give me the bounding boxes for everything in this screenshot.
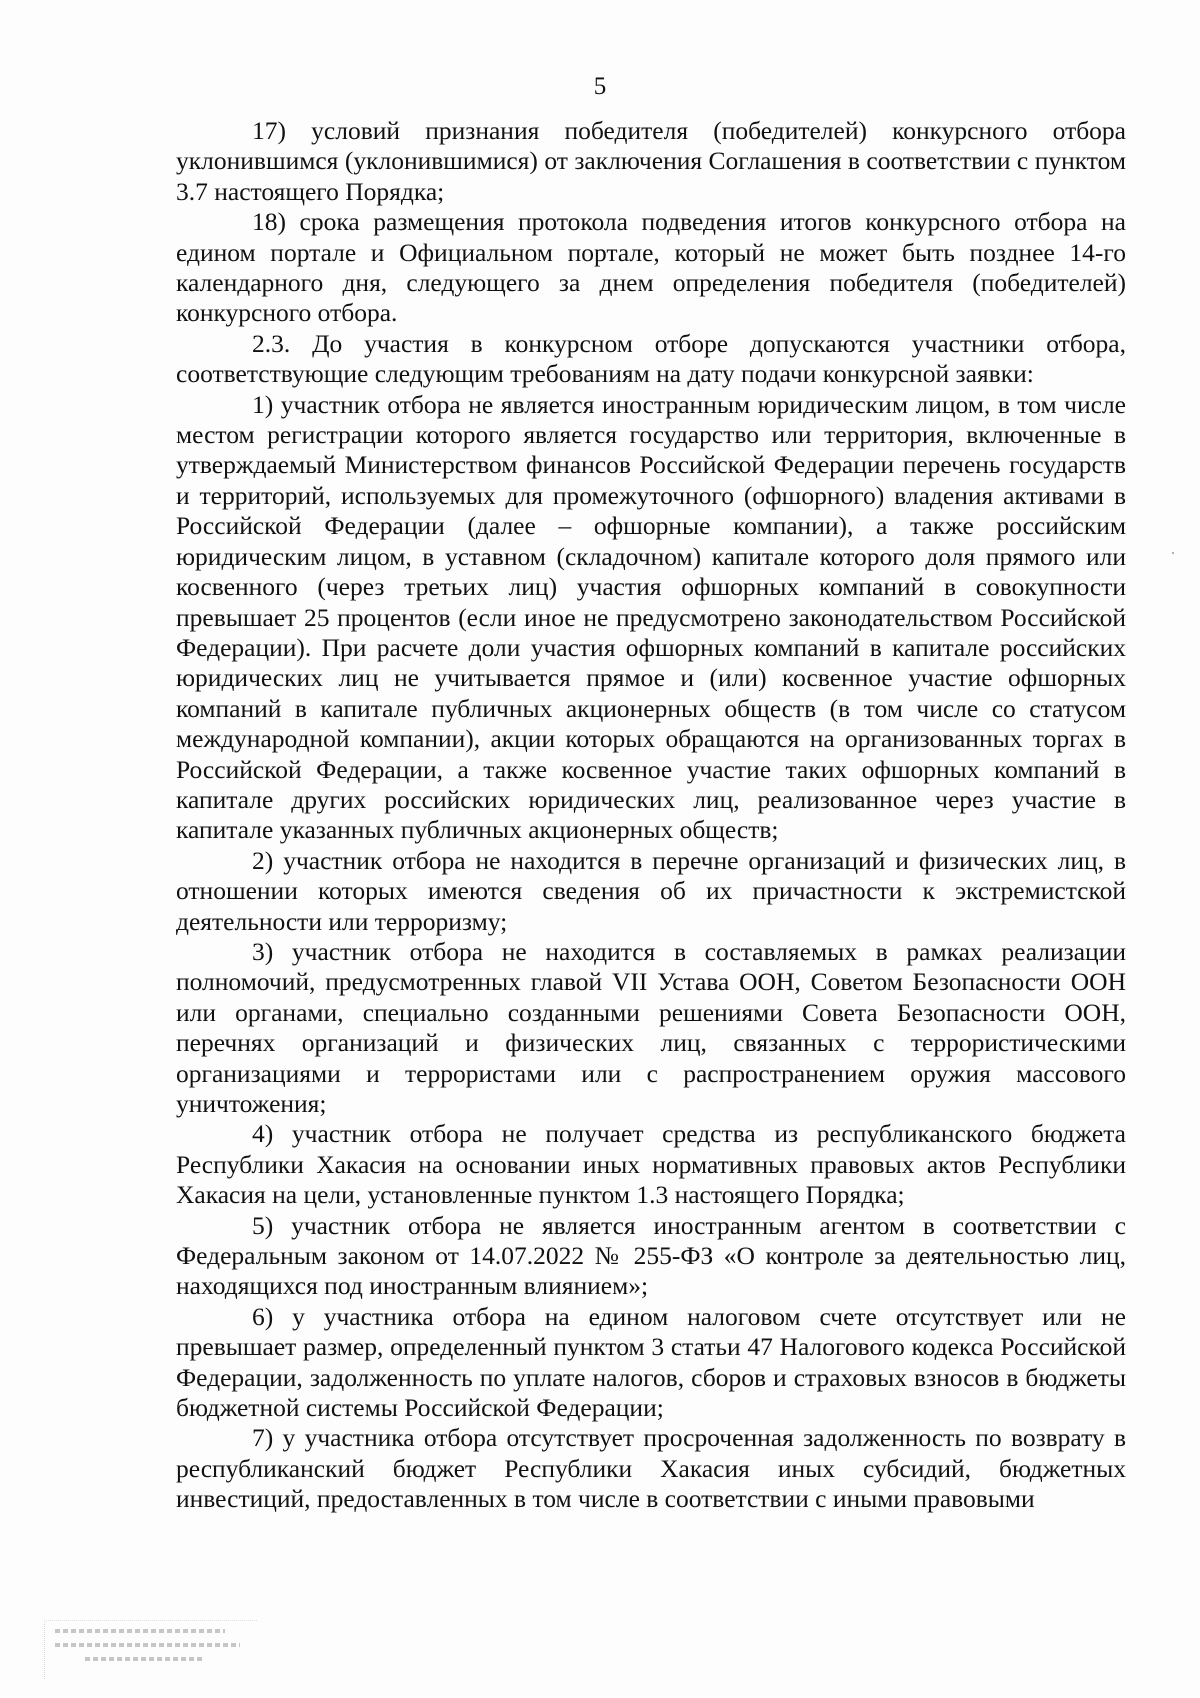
requirement-7: 7) у участника отбора отсутствует просроченная задолженность по возврату в республиканский бюджет Республики Хакасия иных субсидий, бюджетных инвестиций, предоставленных в том числе в соответствии с иными правовыми — [176, 1423, 1126, 1514]
paragraph-item-17: 17) условий признания победителя (победителей) конкурсного отбора уклонившимся (уклонившимися) от заключения Соглашения в соответствии с пунктом 3.7 настоящего Порядка; — [176, 116, 1126, 206]
requirement-1: 1) участник отбора не является иностранным юридическим лицом, в том числе местом регистрации которого является государство или территория, включенные в утверждаемый Министерством финансов Российской Федерации перечень государств и территорий, используемых для промежуточного (офшорного) владения активами в Российской Федерации (далее – офшорные компании), а также российским юридическим лицом, в уставном (складочном) капитале которого доля прямого или косвенного (через третьих лиц) участия офшорных компаний в совокупности превышает 25 процентов (если иное не предусмотрено законодательством Российской Федерации). При расчете доли участия офшорных компаний в капитале российских юридических лиц не учитывается прямое и (или) косвенное участие офшорных компаний в капитале публичных акционерных обществ (в том числе со статусом международной компании), акции которых обращаются на организованных торгах в Российской Федерации, а также косвенное участие таких офшорных компаний в капитале других российских юридических лиц, реализованное через участие в капитале указанных публичных акционерных обществ; — [176, 389, 1126, 845]
page-number: 5 — [593, 73, 607, 100]
scan-speck — [1172, 552, 1174, 554]
requirement-4: 4) участник отбора не получает средства из республиканского бюджета Республики Хакасия на основании иных нормативных правовых актов Республики Хакасия на цели, установленные пунктом 1.3 настоящего Порядка; — [176, 1119, 1126, 1210]
requirement-6: 6) у участника отбора на едином налоговом счете отсутствует или не превышает размер, определенный пунктом 3 статьи 47 Налогового кодекса Российской Федерации, задолженность по уплате налогов, сборов и страховых взносов в бюджеты бюджетной системы Российской Федерации; — [176, 1301, 1126, 1423]
requirement-3: 3) участник отбора не находится в составляемых в рамках реализации полномочий, предусмотренных главой VII Устава ООН, Советом Безопасности ООН или органами, специально созданными решениями Совета Безопасности ООН, перечнях организаций и физических лиц, связанных с террористическими организациями и террористами или с распространением оружия массового уничтожения; — [176, 936, 1126, 1118]
faded-stamp — [44, 1620, 257, 1679]
requirement-5: 5) участник отбора не является иностранным агентом в соответствии с Федеральным законом от 14.07.2022 № 255-ФЗ «О контроле за деятельностью лиц, находящихся под иностранным влиянием»; — [176, 1210, 1126, 1301]
paragraph-section-2-3: 2.3. До участия в конкурсном отборе допускаются участники отбора, соответствующие следующим требованиям на дату подачи конкурсной заявки: — [176, 328, 1126, 389]
requirement-2: 2) участник отбора не находится в перечне организаций и физических лиц, в отношении которых имеются сведения об их причастности к экстремистской деятельности или терроризму; — [176, 845, 1126, 936]
document-body — [176, 116, 1126, 1515]
paragraph-item-18: 18) срока размещения протокола подведения итогов конкурсного отбора на едином портале и Официальном портале, который не может быть позднее 14-го календарного дня, следующего за днем определения победителя (победителей) конкурсного отбора. — [176, 207, 1126, 328]
